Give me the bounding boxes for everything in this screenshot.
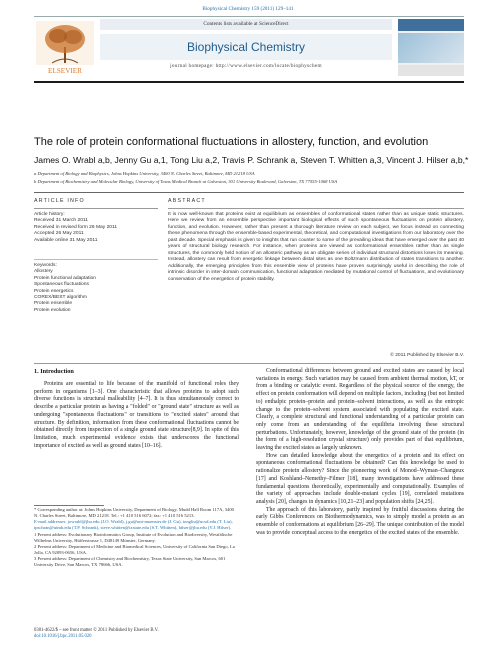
title-block-rule — [34, 192, 464, 193]
article-info-label: ARTICLE INFO — [34, 198, 85, 204]
footnote-emails[interactable]: E-mail addresses: jowrabl@jhu.edu (J.O. Wrabl), j.gu@uni-muenster.de (J. Gu), tongliu@ucsd.edu (T. Liu), tpschran@utmb.edu (T.P. Schrank), steve.whitten@txstate.edu (S.T. Whitten), hilser@jhu.edu (V.J. Hilser). — [34, 519, 233, 531]
body-paragraph: Proteins are essential to life because of the manifold of functional roles they perform in organisms [1–3]. One characteristic that allows proteins to adopt such diverse functions is structural malleability [4–7]. It is thus simultaneously correct to describe a particular protein as having a "folded" or "ground state" structure as well as undergoing "spontaneous fluctuations" or transitions to "excited states" around that structure. By definition, information from these conformational fluctuations cannot be obtained directly from inspection of a single ground state structure[8,9]. In spite of this limitation, much experimental evidence exists that underscores the functional importance of excited as well as ground states [10–16]. — [34, 381, 239, 449]
footnote-2: 2 Present address: Department of Medicine and Biomedical Sciences, University of California San Diego, La Jolla, CA 92093-0656, USA. — [34, 543, 235, 555]
footnote-corresponding: * Corresponding author at: Johns Hopkins University, Department of Biology, Mudd Hall Room 117A, 3400 N. Charles Street, Baltimore, MD 21218. Tel.: +1 410 516 6072; fax: +1 410 516 5213. — [34, 507, 234, 518]
front-matter-line: 0301-4622/$ – see front matter © 2011 Published by Elsevier B.V. — [34, 628, 159, 633]
article-history: Article history: Received 31 March 2011 Received in revised form 26 May 2011 Accepted 26 May 2011 Available online 31 May 2011 — [34, 212, 118, 243]
contents-line: Contents lists available at ScienceDirect — [100, 19, 392, 30]
journal-citation: Biophysical Chemistry 159 (2011) 129–141 — [202, 6, 294, 12]
footnote-rule — [34, 505, 104, 506]
elsevier-tree-icon — [34, 19, 96, 76]
abstract-rule — [168, 208, 464, 209]
article-title: The role of protein conformational fluctuations in allostery, function, and evolution — [34, 136, 429, 148]
journal-cover-thumbnail — [398, 19, 464, 76]
doi-link[interactable]: doi:10.1016/j.bpc.2011.05.020 — [34, 634, 92, 640]
body-right-column — [256, 368, 464, 537]
keywords-rule — [34, 259, 158, 260]
footnotes — [34, 507, 239, 568]
journal-band — [100, 19, 392, 76]
body-paragraph: The approach of this laboratory, partly inspired by fruitful discussions during the early Gibbs Conferences on Biothermodynamics, was to simply model a protein as an ensemble of conformations at equilibrium [26–29]. The unique contribution of the model was to provide conceptual access to the energetics of the excited states of the ensemble. — [256, 506, 464, 536]
section-heading-introduction: 1. Introduction — [34, 368, 74, 375]
journal-header — [34, 19, 464, 76]
header-top-rule — [34, 16, 464, 17]
issn-block — [34, 628, 239, 640]
header-bottom-rule — [34, 81, 464, 83]
journal-title: Biophysical Chemistry — [100, 34, 392, 60]
footnote-3: 3 Present address: Department of Chemistry and Biochemistry, Texas State University, San Marcos, 601 University Drive, San Marcos, TX 78666, USA. — [34, 556, 226, 568]
abstract-bottom-rule — [34, 363, 464, 364]
copyright-line: © 2011 Published by Elsevier B.V. — [390, 353, 464, 358]
keywords-list: Keywords: Allostery Protein functional adaptation Spontaneous fluctuations Protein energetics COREX/BEST algorithm Protein ensemble Protein evolution — [34, 263, 96, 313]
affiliation-a: a Department of Biology and Biophysics, Johns Hopkins University, 3400 N. Charles Street, Baltimore, MD 21218 USA — [34, 171, 255, 176]
article-info-rule — [34, 208, 158, 209]
elsevier-wordmark: ELSEVIER — [48, 67, 82, 75]
affiliation-b: b Department of Biochemistry and Molecular Biology, University of Texas Medical Branch at Galveston, 301 University Boulevard, Galveston, TX 77555-1068 USA — [34, 179, 338, 184]
author-list: James O. Wrabl a,b, Jenny Gu a,1, Tong Liu a,2, Travis P. Schrank a, Steven T. Whitten a,3, Vincent J. Hilser a,b,* — [34, 155, 469, 165]
abstract-text: It is now well-known that proteins exist at equilibrium as ensembles of conformational states rather than as unique static structures. Here we review from an ensemble perspective important biological effects of such spontaneous fluctuations on protein allostery, function, and evolution. However, rather than present a thorough literature review on each subject, we focus instead on connecting these phenomena through the ensemble-based experimental, theoretical, and computational investigations from our laboratory over the past decade. Special emphasis is given to insights that run counter to some of the prevailing ideas that have emerged over the past 40 years of structural biology research. For instance, when proteins are viewed as conformational ensembles rather than as single structures, the commonly held notion of an allosteric pathway as an obligate series of individual structural distortions loses its meaning. Instead, allostery can result from energetic linkage between distal sites as one Boltzmann distribution of states transitions to another. Additionally, the emerging principles from this ensemble view of proteins have proven surprisingly useful in describing the role of intrinsic disorder in inter-domain communication, functional adaptation mediated by mutational control of fluctuations, and evolutionary conservation of the energetics of protein stability. — [168, 212, 464, 282]
body-paragraph: How can detailed knowledge about the energetics of a protein and its effect on spontaneous conformational fluctuations be obtained? Can this knowledge be used to rationalize protein allostery? Since the pioneering work of Monod–Wyman–Changeux [17] and Koshland–Nemethy–Filmer [18], many investigations have addressed these fundamental questions theoretically, experimentally and computationally. Examples of the variety of approaches include double-mutant cycles [19], correlated mutations analysis [20], changes in dynamics [10,21–23] and population shifts [24,25]. — [256, 452, 464, 505]
elsevier-logo — [34, 19, 96, 76]
footnote-1: 1 Present address: Evolutionary Bioinformatics Group, Institute of Evolution and Biodiversity, Westfälische Wilhelms University, Hüfferstrasse 1, D48149 Münster, Germany. — [34, 531, 233, 543]
body-paragraph: Conformational differences between ground and excited states are caused by local variations in energy. Such variation may be caused from ambient thermal motion, kT, or from a binding or catalytic event. Regardless of the physical source of the energy, the effect on protein conformation will depend on multiple factors, including (but not limited to) enthalpic protein–protein and protein–solvent interactions, as well as the entropic change to the protein–solvent system associated with populating the excited state. Clearly, a complete structural and functional understanding of a particular protein can only come from an understanding of the equilibria involving these structural perturbations. Unfortunately, however, knowledge of the ground state of the protein (in the form of a high-resolution crystal structure) only provides part of that equilibrium, leaving the excited states as largely unknown. — [256, 368, 464, 452]
abstract-label: ABSTRACT — [168, 198, 206, 204]
journal-homepage[interactable]: journal homepage: http://www.elsevier.com/locate/biophyschem — [170, 63, 322, 69]
